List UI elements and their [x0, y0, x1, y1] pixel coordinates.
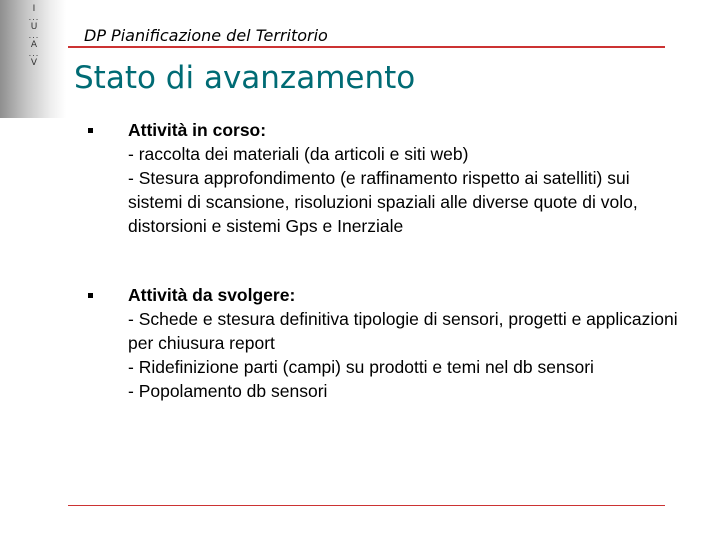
bullet-square-icon: [88, 128, 93, 133]
bullet-line: - Ridefinizione parti (campi) su prodotti e temi nel db sensori: [128, 357, 594, 377]
logo-dots: ...: [28, 49, 40, 58]
bullet-heading: Attività da svolgere:: [128, 285, 296, 305]
logo-letter-u: U: [30, 22, 38, 32]
footer-divider: [68, 505, 665, 506]
bullet-line: - Popolamento db sensori: [128, 381, 328, 401]
logo-letter-i: I: [32, 4, 36, 14]
iuav-logo: [26, 4, 42, 68]
logo-letter-a: A: [30, 40, 38, 50]
bullet-text: [128, 118, 688, 238]
logo-dots: ...: [28, 13, 40, 22]
bullet-line: - Stesura approfondimento (e raffinamento rispetto ai satelliti) sui sistemi di scansione, risoluzioni spaziali alle diverse quote di volo, distorsioni e sistemi Gps e Inerziale: [128, 168, 638, 236]
slide-title: Stato di avanzamento: [74, 60, 416, 96]
header-divider: [68, 46, 665, 48]
logo-dots: ...: [28, 31, 40, 40]
bullet-line: - Schede e stesura definitiva tipologie di sensori, progetti e applicazioni per chiusura report: [128, 309, 678, 353]
logo-letter-v: V: [30, 58, 38, 68]
header-title: DP Pianificazione del Territorio: [84, 26, 328, 45]
bullet-square-icon: [88, 293, 93, 298]
sidebar-gradient: [0, 0, 66, 118]
bullet-text: [128, 283, 688, 403]
bullet-heading: Attività in corso:: [128, 120, 267, 140]
bullet-line: - raccolta dei materiali (da articoli e siti web): [128, 144, 469, 164]
